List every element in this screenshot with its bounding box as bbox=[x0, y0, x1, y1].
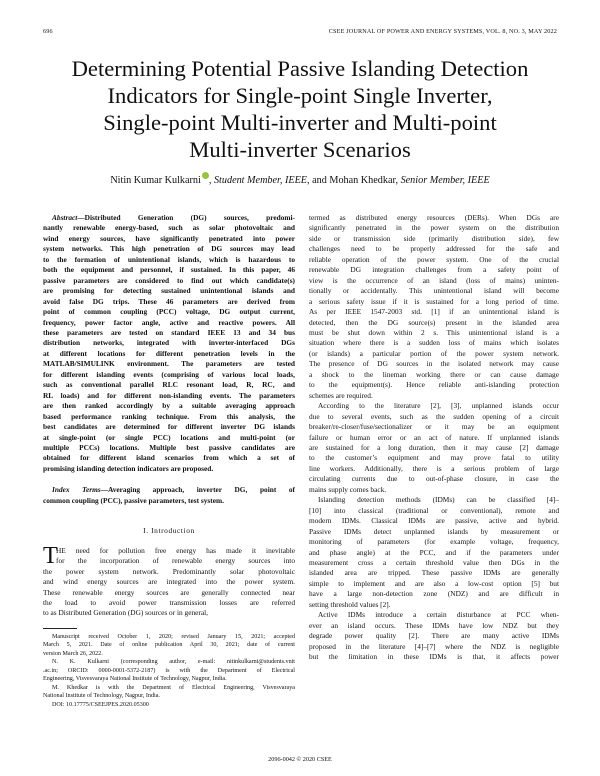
abstract-line bbox=[43, 213, 295, 223]
body-line: measurement cross a certain threshold value then DGs in the bbox=[309, 557, 559, 567]
footnote-line: N. K. Kulkarni (corresponding author, e-mail: nitinkulkarni@students.vnit bbox=[52, 659, 295, 666]
abstract-line: point of common coupling (PCC) voltage, DG output current, bbox=[43, 307, 295, 317]
abstract-line: avoid false DG trips. These 46 parameters are derived from bbox=[43, 296, 295, 306]
intro-line: the power system network. Predominantly solar photovoltaic bbox=[43, 566, 295, 576]
index-terms-text: —Averaging approach, inverter DG, point of bbox=[100, 485, 295, 495]
body-line: a serious safety issue if it is sustained for a long period of time. bbox=[309, 296, 559, 306]
body-line: but the limitation in these IDMs is that, it affects power bbox=[309, 652, 559, 662]
author-membership: Senior Member, IEEE bbox=[400, 175, 490, 186]
footnote-line: Manuscript received October 1, 2020; revised January 15, 2021; accepted bbox=[52, 633, 295, 640]
abstract-line: passive parameters are considered to find out which candidate(s) bbox=[43, 275, 295, 285]
footnote-line: DOI: 10.17775/CSEEJPES.2020.05300 bbox=[52, 701, 149, 708]
abstract-line: obtained for different island scenarios from which a set of bbox=[43, 453, 295, 463]
body-line: According to the literature [2], [3], unplanned islands occur bbox=[318, 401, 559, 411]
intro-line: for the incorporation of renewable energy sources into bbox=[56, 556, 295, 566]
footnote-line: version March 26, 2022. bbox=[43, 650, 103, 657]
paper-title bbox=[30, 55, 570, 163]
footnote-line: M. Khedkar is with the Department of Electrical Engineering, Visvesvaraya bbox=[52, 684, 295, 691]
intro-paragraph bbox=[43, 546, 295, 619]
drop-cap: T bbox=[43, 544, 58, 567]
abstract-line: multiple PCCs) locations. Multiple best passive candidates are bbox=[43, 442, 295, 452]
body-line: breaker/re-closer/fuse/sectionalizer or it may be an equipment bbox=[309, 422, 559, 432]
body-line: must be shut down within 2 s. This unintentional island is a bbox=[309, 327, 559, 337]
body-paragraph bbox=[309, 495, 559, 610]
index-terms-line bbox=[43, 485, 295, 495]
footnote-line: Engineering, Visvesvaraya National Institute of Technology, Nagpur, India. bbox=[43, 676, 227, 683]
body-paragraph bbox=[309, 213, 559, 401]
body-line: failure or human error or an act of nature. If unplanned islands bbox=[309, 432, 559, 442]
author-name: Nitin Kumar Kulkarni bbox=[110, 175, 201, 186]
body-line: significantly penetrated in the power system on the distribution bbox=[309, 223, 559, 233]
body-line: due to several events, such as the sudden opening of a circuit bbox=[309, 411, 559, 421]
abstract-line: are promising for detecting sustained unintentional islands and bbox=[43, 286, 295, 296]
body-line: [10] into classical (traditional or conventional), remote and bbox=[309, 505, 559, 515]
abstract-line: based performance ranking technique. From this analysis, the bbox=[43, 411, 295, 421]
footnote-line: .ac.in; ORCID: 0000-0001-5372-2187) is with the Department of Electrical bbox=[43, 667, 295, 674]
intro-line: These renewable energy sources are generally connected near bbox=[43, 587, 295, 597]
abstract-line: frequency, power factor angle, active and reactive powers. All bbox=[43, 317, 295, 327]
abstract-line: distribution networks, integrated with inverter-interfaced DGs bbox=[43, 338, 295, 348]
footnote-line: National Institute of Technology, Nagpur, India. bbox=[43, 693, 160, 700]
body-line: reliable operation of the power system. One of the crucial bbox=[309, 254, 559, 264]
abstract-line: for different islanding events (comprising of various local loads, bbox=[43, 369, 295, 379]
author-membership: Student Member, IEEE bbox=[213, 175, 308, 186]
body-paragraph bbox=[309, 610, 559, 662]
body-line: (or islands) a particular portion of the power system network. bbox=[309, 348, 559, 358]
abstract-line: both the equipment and personnel, if sustained. In this paper, 46 bbox=[43, 265, 295, 275]
abstract-line: system networks. This high penetration of DG sources may lead bbox=[43, 244, 295, 254]
body-line: monitoring of parameters (for example voltage, frequency, bbox=[309, 537, 559, 547]
body-line: circulating currents due to out-of-phase closure, in case the bbox=[309, 474, 559, 484]
orcid-icon[interactable] bbox=[202, 172, 209, 179]
title-line: Indicators for Single-point Single Inverter, bbox=[107, 83, 493, 108]
body-line: ever an island occurs. These IDMs have low NDZ but they bbox=[309, 620, 559, 630]
body-line: situation where there is a sudden loss of mains which isolates bbox=[309, 338, 559, 348]
abstract bbox=[43, 213, 295, 474]
body-line: islanded area are tripped. These passive IDMs are generally bbox=[309, 568, 559, 578]
abstract-line: best candidates are determined for different inverter DG islands bbox=[43, 422, 295, 432]
intro-line: the load to avoid power transmission losses are referred bbox=[43, 597, 295, 607]
body-line: As per IEEE 1547-2003 std. [1] if an unintentional island is bbox=[309, 307, 559, 317]
abstract-line: promising islanding detection indicators are proposed. bbox=[43, 463, 214, 473]
body-line: side or transmission side (primarily distribution side), few bbox=[309, 233, 559, 243]
body-line: to the customer’s equipment and may prove fatal to utility bbox=[309, 453, 559, 463]
body-line: modern IDMs. Classical IDMs are passive, active and hybrid. bbox=[309, 516, 559, 526]
left-column bbox=[43, 213, 295, 709]
footnote-rule bbox=[43, 628, 77, 629]
index-terms bbox=[43, 485, 295, 506]
abstract-line: RL loads) and for different non-islanding events. The parameters bbox=[43, 390, 295, 400]
abstract-line: wind energy sources, have significantly penetrated into power bbox=[43, 233, 295, 243]
abstract-line: MATLAB/SIMULINK environment. The parameters are tested bbox=[43, 359, 295, 369]
copyright-footer: 2096-0042 © 2020 CSEE bbox=[268, 756, 332, 763]
body-line: and phase angle) at the PCC, and if the parameters under bbox=[309, 547, 559, 557]
body-line: to the equipment(s). Hence reliable anti-islanding protection bbox=[309, 380, 559, 390]
running-header bbox=[43, 28, 557, 38]
abstract-line: are then ranked accordingly by a suitable averaging approach bbox=[43, 401, 295, 411]
body-line: tionally or accidentally. This unintentional island will become bbox=[309, 286, 559, 296]
abstract-line: at different locations for different penetration levels in the bbox=[43, 348, 295, 358]
abstract-line: such as conventional parallel RLC resonant load, R, RC, and bbox=[43, 380, 295, 390]
abstract-line: nantly renewable energy-based, such as solar photovoltaic and bbox=[43, 223, 295, 233]
abstract-line: at single-point (or single PCC) locations and multi-point (or bbox=[43, 432, 295, 442]
section-heading: I. Introduction bbox=[143, 526, 195, 536]
footnote-line: March 5, 2021. Date of online publication April 30, 2021; date of current bbox=[43, 642, 295, 649]
intro-line: and wind energy sources are integrated into the power system. bbox=[43, 577, 295, 587]
body-line: degrade power quality [2]. There are many active IDMs bbox=[309, 631, 559, 641]
index-terms-label: Index Terms bbox=[52, 485, 101, 495]
body-line: Active IDMs introduce a certain disturbance at PCC when- bbox=[318, 610, 559, 620]
page-number: 696 bbox=[43, 28, 53, 35]
title-line: Single-point Multi-inverter and Multi-point bbox=[103, 110, 497, 135]
body-line: line workers. Additionally, there is a serious problem of large bbox=[309, 463, 559, 473]
body-line: mains supply comes back. bbox=[309, 484, 387, 494]
body-line: Islanding detection methods (IDMs) can be classified [4]– bbox=[318, 495, 559, 505]
right-column bbox=[309, 213, 559, 662]
body-line: setting threshold values [2]. bbox=[309, 599, 391, 609]
abstract-line: these parameters are tested on standard IEEE 13 and 34 bus bbox=[43, 327, 295, 337]
author-joiner: , and Mohan Khedkar, bbox=[307, 175, 401, 186]
author-line: Nitin Kumar Kulkarni , Student Member, IEEE, and Mohan Khedkar, Senior Member, IEEE bbox=[30, 172, 570, 186]
body-line: are sustained for a long duration, then it may cause [2] damage bbox=[309, 442, 559, 452]
abstract-line: to the formation of unintentional islands, which is hazardous to bbox=[43, 254, 295, 264]
journal-name: CSEE JOURNAL OF POWER AND ENERGY SYSTEMS, VOL. 8, NO. 3, MAY 2022 bbox=[328, 28, 557, 35]
body-line: The presence of DG sources in the isolated network may cause bbox=[309, 359, 559, 369]
body-line: schemes are required. bbox=[309, 390, 373, 400]
body-paragraph bbox=[309, 401, 559, 495]
index-terms-line: common coupling (PCC), passive parameters, test system. bbox=[43, 495, 224, 505]
title-line: Determining Potential Passive Islanding Detection bbox=[71, 56, 529, 81]
body-line: renewable DG integration challenges from a safety point of bbox=[309, 265, 559, 275]
body-line: Passive IDMs detect unplanned islands by measurement or bbox=[309, 526, 559, 536]
body-line: have a large non-detection zone (NDZ) and are difficult in bbox=[309, 589, 559, 599]
body-line: simple to implement and are also a low-cost option [5] but bbox=[309, 578, 559, 588]
abstract-text: —Distributed Generation (DG) sources, predomi- bbox=[77, 213, 295, 222]
title-line: Multi-inverter Scenarios bbox=[189, 137, 411, 162]
body-line: proposed in the literature [4]–[7] where the NDZ is negligible bbox=[309, 641, 559, 651]
body-line: a shock to the lineman working there or can cause damage bbox=[309, 369, 559, 379]
intro-line: to as Distributed Generation (DG) sources or in general, bbox=[43, 608, 208, 618]
abstract-label: Abstract bbox=[52, 213, 78, 222]
body-line: termed as distributed energy resources (DERs). When DGs are bbox=[309, 213, 559, 222]
intro-line: HE need for pollution free energy has made it inevitable bbox=[56, 545, 295, 555]
body-line: view is the occurrence of an island (loss of mains) uninten- bbox=[309, 275, 559, 285]
footnotes bbox=[43, 633, 295, 710]
body-line: challenges need to be properly addressed for the safe and bbox=[309, 244, 559, 254]
body-line: detected, then the DG source(s) present in the islanded area bbox=[309, 317, 559, 327]
